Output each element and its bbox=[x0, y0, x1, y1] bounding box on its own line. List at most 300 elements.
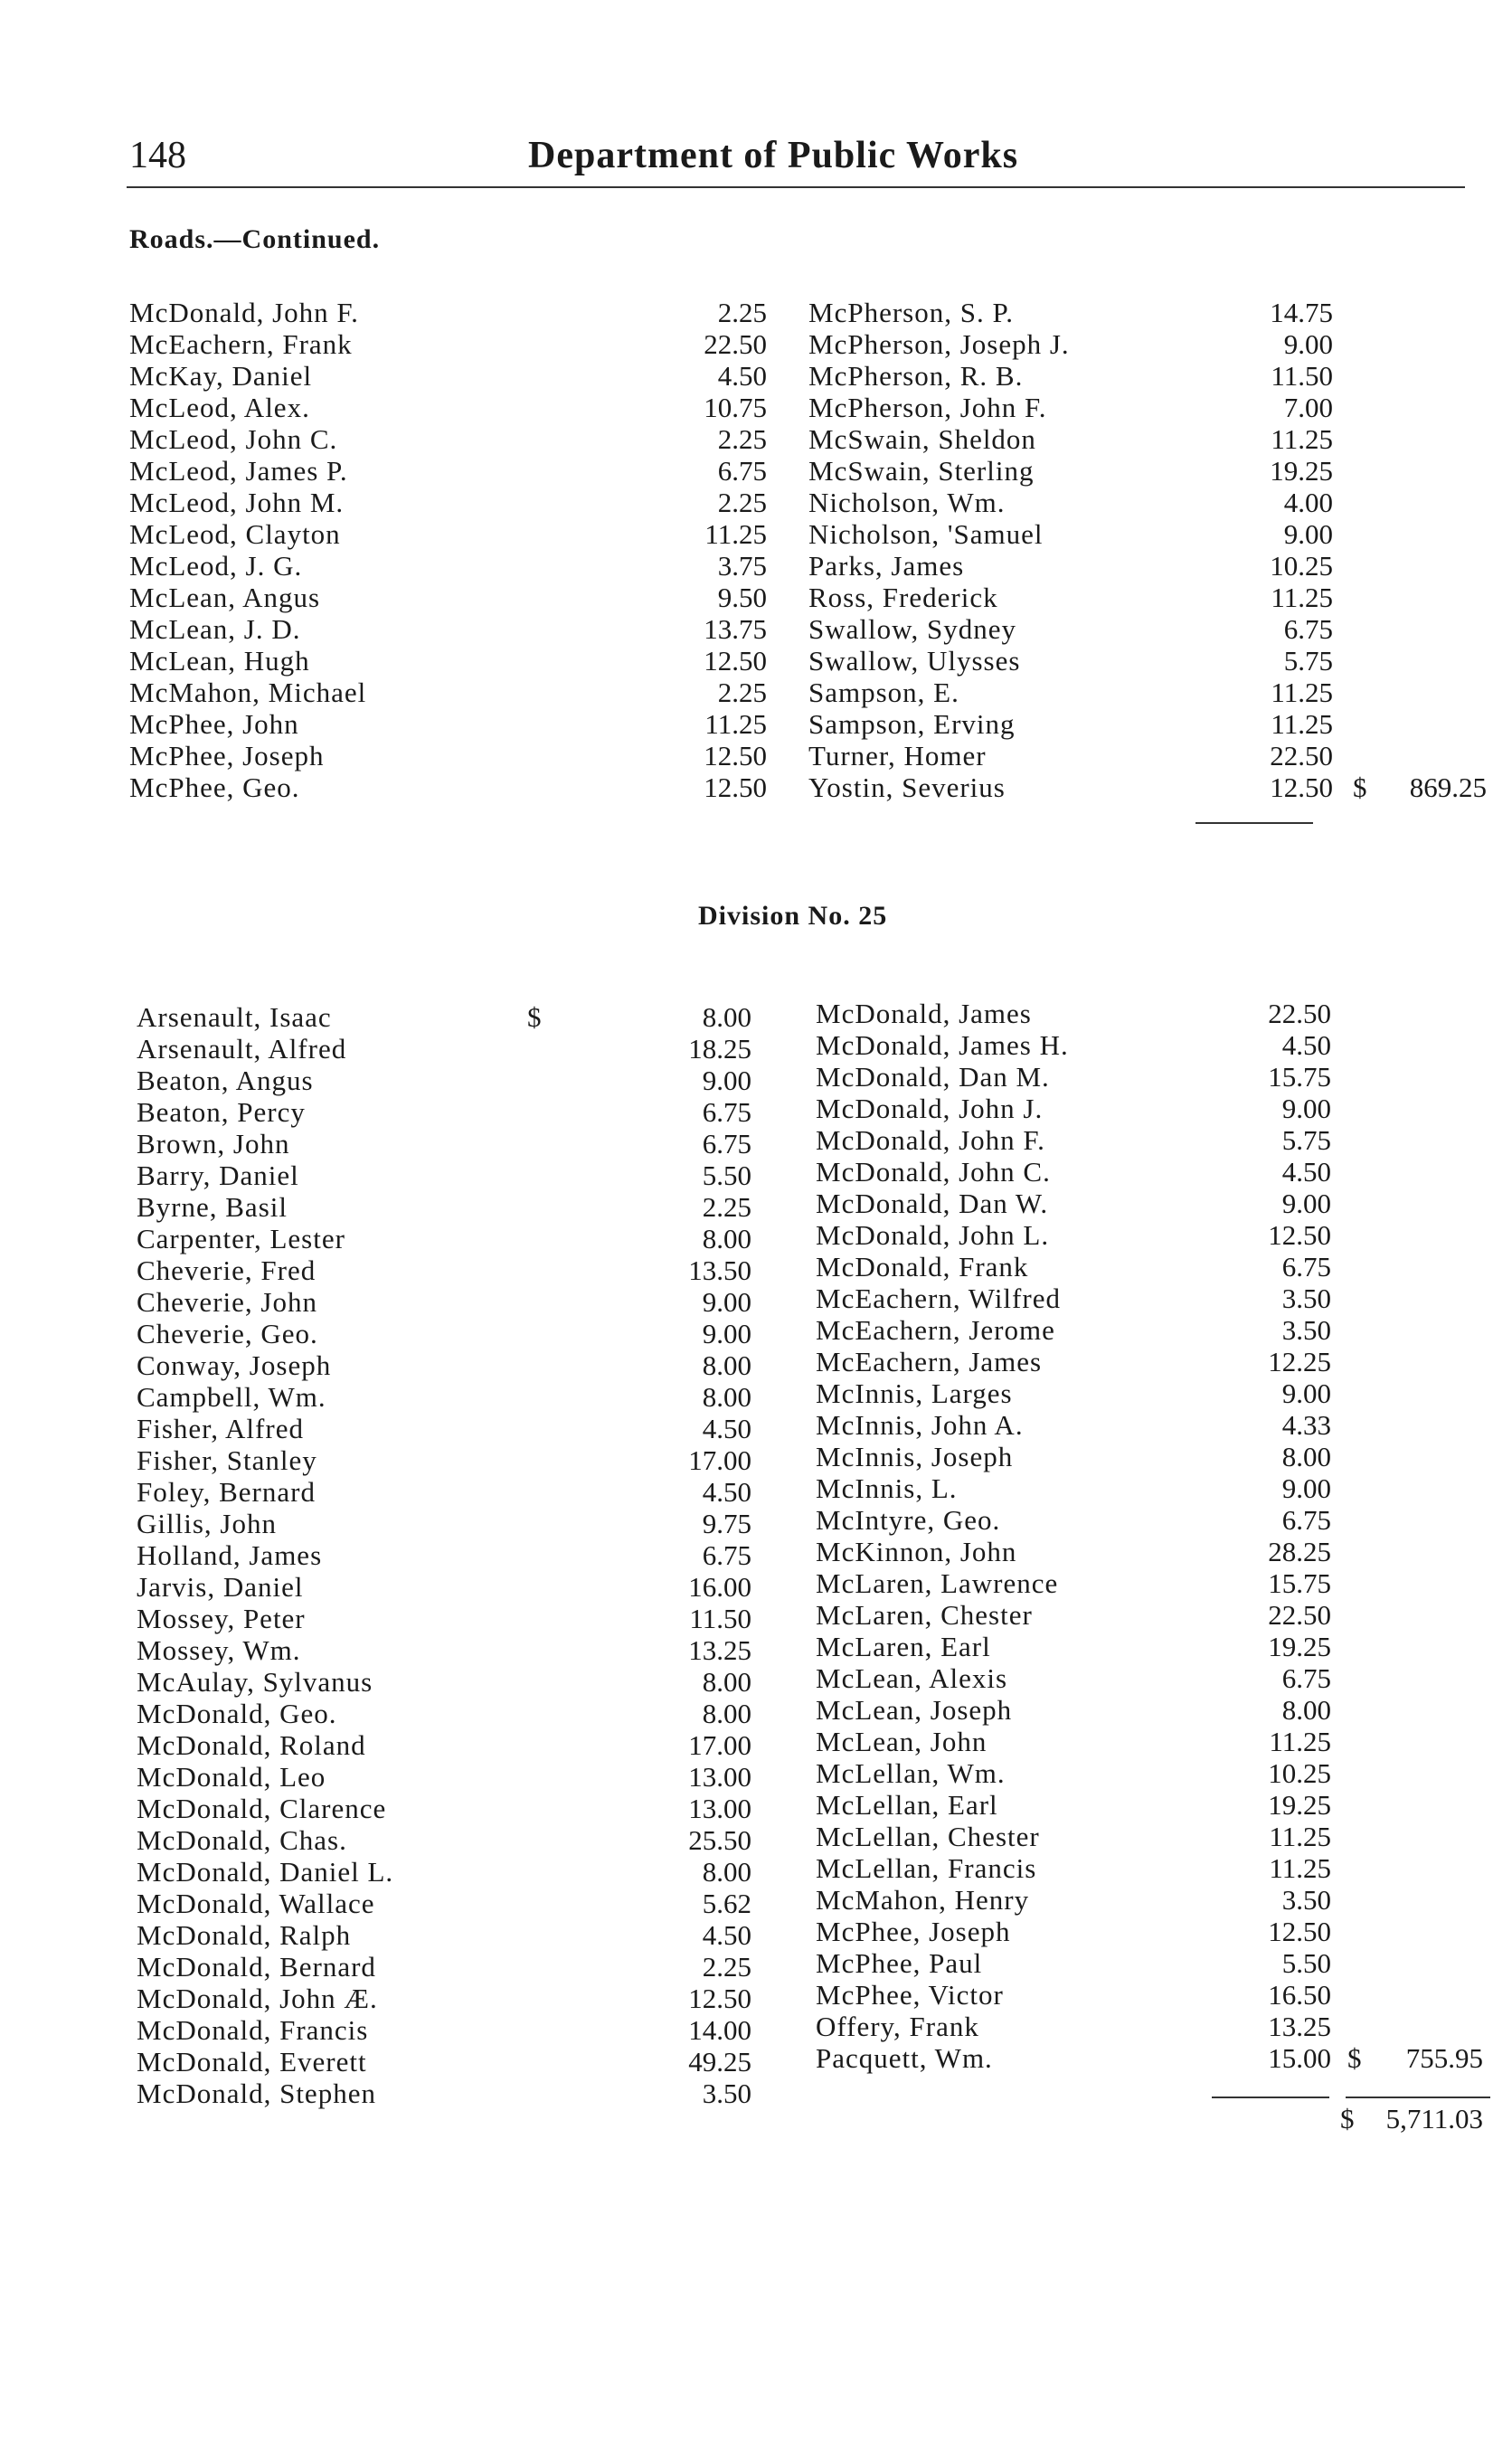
list-item bbox=[816, 1441, 1485, 1472]
entry-name: Foley, Bernard bbox=[137, 1476, 316, 1508]
list-item bbox=[816, 1314, 1485, 1346]
list-item bbox=[816, 1662, 1485, 1694]
list-item bbox=[137, 1286, 751, 1318]
entry-name: McInnis, John A. bbox=[816, 1409, 1024, 1441]
list-item bbox=[816, 1472, 1485, 1504]
list-item bbox=[808, 487, 1460, 518]
entry-name: McIntyre, Geo. bbox=[816, 1504, 1001, 1536]
list-item bbox=[137, 1476, 751, 1508]
entry-amount: 9.00 bbox=[1283, 518, 1333, 550]
list-item bbox=[129, 455, 767, 487]
list-item bbox=[808, 392, 1460, 423]
list-item bbox=[816, 1409, 1485, 1441]
entry-amount: 19.25 bbox=[1268, 1631, 1331, 1662]
entry-name: McPhee, Joseph bbox=[129, 740, 325, 771]
entry-name: Carpenter, Lester bbox=[137, 1223, 345, 1254]
list-item bbox=[808, 582, 1460, 613]
entry-amount: 8.00 bbox=[702, 1856, 751, 1888]
entry-name: McSwain, Sterling bbox=[808, 455, 1035, 487]
entry-amount: 22.50 bbox=[1268, 1599, 1331, 1631]
entry-name: McLean, Joseph bbox=[816, 1694, 1013, 1726]
entry-amount: 15.75 bbox=[1268, 1061, 1331, 1093]
entry-name: Gillis, John bbox=[137, 1508, 277, 1539]
entry-name: McDonald, Dan M. bbox=[816, 1061, 1050, 1093]
entry-amount: 8.00 bbox=[702, 1349, 751, 1381]
list-item bbox=[137, 2078, 751, 2109]
list-item bbox=[137, 2014, 751, 2046]
entry-amount: 11.25 bbox=[1269, 1726, 1331, 1757]
entry-amount: 12.50 bbox=[1268, 1916, 1331, 1947]
entry-name: Nicholson, Wm. bbox=[808, 487, 1006, 518]
page-number: 148 bbox=[129, 135, 186, 176]
entry-amount: 11.25 bbox=[1271, 582, 1333, 613]
entry-amount: 9.00 bbox=[1281, 1188, 1331, 1219]
entry-name: McEachern, James bbox=[816, 1346, 1043, 1377]
entry-amount: 9.00 bbox=[1283, 328, 1333, 360]
entry-name: Mossey, Wm. bbox=[137, 1634, 301, 1666]
list-item bbox=[808, 677, 1460, 708]
entry-name: McDonald, Daniel L. bbox=[137, 1856, 394, 1888]
list-item bbox=[137, 1223, 751, 1254]
list-item bbox=[808, 708, 1460, 740]
entry-name: Parks, James bbox=[808, 550, 965, 582]
entry-amount: 17.00 bbox=[688, 1729, 751, 1761]
list-item bbox=[129, 645, 767, 677]
entry-amount: 9.00 bbox=[702, 1318, 751, 1349]
entry-name: McMahon, Henry bbox=[816, 1884, 1030, 1916]
entry-amount: 6.75 bbox=[1281, 1662, 1331, 1694]
entry-name: McDonald, Frank bbox=[816, 1251, 1029, 1283]
entry-name: McDonald, Leo bbox=[137, 1761, 326, 1793]
entry-name: McLean, J. D. bbox=[129, 613, 301, 645]
list-item bbox=[816, 2011, 1485, 2042]
entry-name: Sampson, E. bbox=[808, 677, 959, 708]
list-item bbox=[816, 1029, 1485, 1061]
entry-name: McDonald, John Æ. bbox=[137, 1983, 378, 2014]
entry-amount: 8.00 bbox=[702, 1666, 751, 1698]
entry-amount: 6.75 bbox=[702, 1128, 751, 1159]
list-item bbox=[816, 1979, 1485, 2011]
entry-amount: 2.25 bbox=[717, 297, 767, 328]
entry-name: McDonald, Wallace bbox=[137, 1888, 375, 1919]
list-item bbox=[137, 1888, 751, 1919]
entry-amount: 5.50 bbox=[1281, 1947, 1331, 1979]
entry-name: Offery, Frank bbox=[816, 2011, 979, 2042]
entry-name: Arsenault, Alfred bbox=[137, 1033, 347, 1065]
list-item bbox=[137, 1919, 751, 1951]
list-item bbox=[816, 1631, 1485, 1662]
entry-amount: 12.50 bbox=[704, 771, 767, 803]
list-item bbox=[137, 1539, 751, 1571]
list-item bbox=[816, 1536, 1485, 1567]
entry-name: McMahon, Michael bbox=[129, 677, 367, 708]
list-item bbox=[129, 360, 767, 392]
entry-amount: 2.25 bbox=[717, 487, 767, 518]
list-item bbox=[816, 1346, 1485, 1377]
entry-amount: 12.50 bbox=[1268, 1219, 1331, 1251]
header-rule bbox=[127, 186, 1465, 188]
entry-amount: 3.50 bbox=[702, 2078, 751, 2109]
division-heading: Division No. 25 bbox=[698, 901, 888, 931]
subtotal-value: 869.25 bbox=[1409, 771, 1487, 803]
entry-amount: 4.33 bbox=[1281, 1409, 1331, 1441]
entry-name: McPhee, Paul bbox=[816, 1947, 983, 1979]
list-item bbox=[129, 708, 767, 740]
entry-name: McEachern, Jerome bbox=[816, 1314, 1055, 1346]
entry-amount: 4.50 bbox=[702, 1476, 751, 1508]
entry-name: Holland, James bbox=[137, 1539, 323, 1571]
entry-name: McLellan, Wm. bbox=[816, 1757, 1006, 1789]
entry-name: McPhee, John bbox=[129, 708, 299, 740]
entry-amount: 14.00 bbox=[688, 2014, 751, 2046]
list-item bbox=[816, 1599, 1485, 1631]
entry-amount: 5.75 bbox=[1283, 645, 1333, 677]
list-item bbox=[816, 1283, 1485, 1314]
list-item bbox=[137, 1729, 751, 1761]
entry-name: Fisher, Alfred bbox=[137, 1413, 304, 1444]
list-item bbox=[816, 1156, 1485, 1188]
entry-amount: 11.25 bbox=[704, 708, 767, 740]
list-item bbox=[129, 392, 767, 423]
entry-amount: 5.75 bbox=[1281, 1124, 1331, 1156]
entry-name: McInnis, Joseph bbox=[816, 1441, 1014, 1472]
list-item bbox=[816, 1377, 1485, 1409]
entry-name: McPherson, Joseph J. bbox=[808, 328, 1070, 360]
entry-amount: 7.00 bbox=[1283, 392, 1333, 423]
list-item bbox=[137, 1824, 751, 1856]
list-item bbox=[808, 360, 1460, 392]
entry-amount: 15.75 bbox=[1268, 1567, 1331, 1599]
list-item bbox=[137, 1096, 751, 1128]
entry-amount: 12.50 bbox=[704, 740, 767, 771]
entry-name: Barry, Daniel bbox=[137, 1159, 299, 1191]
list-item bbox=[808, 423, 1460, 455]
list-item bbox=[816, 1219, 1485, 1251]
entry-amount: 49.25 bbox=[688, 2046, 751, 2078]
division-total-rule bbox=[1212, 2097, 1329, 2098]
list-item bbox=[137, 1698, 751, 1729]
roads-left-list bbox=[129, 297, 767, 803]
entry-name: McPhee, Geo. bbox=[129, 771, 300, 803]
list-item bbox=[129, 582, 767, 613]
entry-amount: 5.50 bbox=[702, 1159, 751, 1191]
entry-name: McPhee, Joseph bbox=[816, 1916, 1011, 1947]
entry-name: McDonald, Clarence bbox=[137, 1793, 387, 1824]
entry-amount: 4.50 bbox=[1281, 1029, 1331, 1061]
list-item bbox=[137, 1761, 751, 1793]
entry-name: Swallow, Sydney bbox=[808, 613, 1016, 645]
entry-name: McDonald, John F. bbox=[129, 297, 359, 328]
entry-name: McDonald, Everett bbox=[137, 2046, 367, 2078]
entry-amount: 4.00 bbox=[1283, 487, 1333, 518]
list-item bbox=[137, 1856, 751, 1888]
entry-amount: 13.00 bbox=[688, 1793, 751, 1824]
entry-amount: 4.50 bbox=[717, 360, 767, 392]
entry-name: McDonald, John J. bbox=[816, 1093, 1044, 1124]
list-item bbox=[816, 1251, 1485, 1283]
entry-amount: 8.00 bbox=[702, 1381, 751, 1413]
list-item bbox=[137, 1444, 751, 1476]
entry-name: Conway, Joseph bbox=[137, 1349, 332, 1381]
list-item bbox=[137, 1793, 751, 1824]
entry-name: McLellan, Francis bbox=[816, 1852, 1037, 1884]
entry-name: Campbell, Wm. bbox=[137, 1381, 326, 1413]
entry-name: Nicholson, 'Samuel bbox=[808, 518, 1044, 550]
entry-amount: 12.25 bbox=[1268, 1346, 1331, 1377]
entry-name: McLeod, J. G. bbox=[129, 550, 303, 582]
entry-amount: 11.50 bbox=[1271, 360, 1333, 392]
entry-name: McPherson, R. B. bbox=[808, 360, 1024, 392]
roads-right-list bbox=[808, 297, 1487, 803]
list-item bbox=[137, 1033, 751, 1065]
entry-amount: 2.25 bbox=[702, 1951, 751, 1983]
list-item bbox=[129, 677, 767, 708]
list-item bbox=[137, 1603, 751, 1634]
entry-amount: 6.75 bbox=[702, 1539, 751, 1571]
list-item bbox=[816, 1504, 1485, 1536]
list-item bbox=[137, 1128, 751, 1159]
entry-amount: 10.75 bbox=[704, 392, 767, 423]
entry-amount: 13.75 bbox=[704, 613, 767, 645]
entry-amount: 11.25 bbox=[1271, 677, 1333, 708]
dollar-sign: $ bbox=[1347, 2042, 1362, 2074]
entry-amount: 10.25 bbox=[1268, 1757, 1331, 1789]
entry-amount: 12.50 bbox=[1270, 771, 1333, 803]
entry-amount: 6.75 bbox=[1281, 1251, 1331, 1283]
dollar-sign: $ bbox=[1353, 771, 1367, 803]
list-item bbox=[137, 1634, 751, 1666]
entry-name: McLellan, Earl bbox=[816, 1789, 998, 1821]
division-right-list bbox=[816, 998, 1485, 2074]
entry-name: McKinnon, John bbox=[816, 1536, 1017, 1567]
entry-amount: 2.25 bbox=[702, 1191, 751, 1223]
list-item bbox=[137, 1001, 751, 1033]
entry-name: McDonald, Geo. bbox=[137, 1698, 337, 1729]
entry-name: McDonald, Stephen bbox=[137, 2078, 376, 2109]
entry-name: McInnis, Larges bbox=[816, 1377, 1013, 1409]
grand-total-value: 5,711.03 bbox=[1385, 2103, 1483, 2134]
entry-amount: 8.00 bbox=[702, 1698, 751, 1729]
list-item bbox=[129, 518, 767, 550]
entry-amount: 3.50 bbox=[1281, 1283, 1331, 1314]
entry-name: McDonald, Chas. bbox=[137, 1824, 347, 1856]
list-item bbox=[137, 1413, 751, 1444]
entry-amount: 9.00 bbox=[1281, 1093, 1331, 1124]
list-item bbox=[129, 297, 767, 328]
list-item bbox=[816, 1188, 1485, 1219]
entry-amount: 14.75 bbox=[1270, 297, 1333, 328]
subtotal-value: 755.95 bbox=[1405, 2042, 1483, 2074]
list-item bbox=[816, 2042, 1485, 2074]
entry-name: McLean, Alexis bbox=[816, 1662, 1008, 1694]
entry-name: McLaren, Chester bbox=[816, 1599, 1033, 1631]
list-item bbox=[816, 1916, 1485, 1947]
entry-name: Byrne, Basil bbox=[137, 1191, 288, 1223]
entry-name: McDonald, John L. bbox=[816, 1219, 1050, 1251]
list-item bbox=[816, 998, 1485, 1029]
entry-amount: 4.50 bbox=[702, 1919, 751, 1951]
list-item bbox=[816, 1789, 1485, 1821]
list-item bbox=[816, 1884, 1485, 1916]
list-item bbox=[129, 550, 767, 582]
list-item bbox=[137, 1191, 751, 1223]
entry-amount: 3.50 bbox=[1281, 1314, 1331, 1346]
list-item bbox=[137, 1349, 751, 1381]
entry-amount: 8.00 bbox=[702, 1223, 751, 1254]
list-item bbox=[816, 1757, 1485, 1789]
entry-name: Beaton, Percy bbox=[137, 1096, 306, 1128]
entry-amount: 6.75 bbox=[1283, 613, 1333, 645]
entry-amount: 3.75 bbox=[717, 550, 767, 582]
entry-amount: 15.00 bbox=[1268, 2042, 1331, 2074]
list-item bbox=[137, 1951, 751, 1983]
entry-name: McDonald, John C. bbox=[816, 1156, 1051, 1188]
entry-amount: 11.25 bbox=[1269, 1821, 1331, 1852]
entry-amount: 13.25 bbox=[688, 1634, 751, 1666]
entry-amount: 12.50 bbox=[688, 1983, 751, 2014]
entry-name: McLellan, Chester bbox=[816, 1821, 1040, 1852]
list-item bbox=[137, 2046, 751, 2078]
entry-name: Cheverie, Geo. bbox=[137, 1318, 318, 1349]
list-item bbox=[808, 771, 1487, 803]
division-left-list bbox=[137, 1001, 751, 2109]
entry-amount: 8.00 bbox=[1281, 1441, 1331, 1472]
entry-amount: 8.00 bbox=[702, 1001, 751, 1033]
entry-amount: 9.75 bbox=[702, 1508, 751, 1539]
entry-amount: 9.00 bbox=[702, 1065, 751, 1096]
list-item bbox=[129, 740, 767, 771]
entry-name: McLeod, James P. bbox=[129, 455, 348, 487]
entry-amount: 13.25 bbox=[1268, 2011, 1331, 2042]
entry-name: McDonald, Bernard bbox=[137, 1951, 376, 1983]
grand-total-rule bbox=[1346, 2097, 1490, 2098]
entry-name: Yostin, Severius bbox=[808, 771, 1006, 803]
entry-amount: 22.50 bbox=[1268, 998, 1331, 1029]
list-item bbox=[816, 1093, 1485, 1124]
entry-name: McLean, John bbox=[816, 1726, 988, 1757]
list-item bbox=[137, 1381, 751, 1413]
list-item bbox=[816, 1947, 1485, 1979]
entry-amount: 12.50 bbox=[704, 645, 767, 677]
entry-name: Mossey, Peter bbox=[137, 1603, 306, 1634]
list-item bbox=[808, 518, 1460, 550]
list-item bbox=[816, 1124, 1485, 1156]
entry-name: McPhee, Victor bbox=[816, 1979, 1004, 2011]
entry-amount: 11.50 bbox=[689, 1603, 751, 1634]
roads-total-rule bbox=[1195, 822, 1313, 824]
entry-name: Pacquett, Wm. bbox=[816, 2042, 993, 2074]
list-item bbox=[137, 1983, 751, 2014]
list-item bbox=[808, 613, 1460, 645]
list-item bbox=[816, 1061, 1485, 1093]
entry-name: Turner, Homer bbox=[808, 740, 987, 771]
entry-name: McDonald, Dan W. bbox=[816, 1188, 1049, 1219]
entry-name: Brown, John bbox=[137, 1128, 290, 1159]
entry-amount: 18.25 bbox=[688, 1033, 751, 1065]
entry-amount: 3.50 bbox=[1281, 1884, 1331, 1916]
list-item bbox=[808, 740, 1460, 771]
entry-name: McEachern, Frank bbox=[129, 328, 353, 360]
entry-amount: 11.25 bbox=[704, 518, 767, 550]
entry-amount: 4.50 bbox=[702, 1413, 751, 1444]
page-title: Department of Public Works bbox=[528, 135, 1019, 176]
entry-amount: 6.75 bbox=[702, 1096, 751, 1128]
entry-name: McPherson, John F. bbox=[808, 392, 1047, 423]
entry-name: McLaren, Lawrence bbox=[816, 1567, 1059, 1599]
entry-name: McDonald, John F. bbox=[816, 1124, 1045, 1156]
list-item bbox=[816, 1726, 1485, 1757]
entry-amount: 8.00 bbox=[1281, 1694, 1331, 1726]
entry-name: McDonald, James bbox=[816, 998, 1032, 1029]
entry-name: Beaton, Angus bbox=[137, 1065, 314, 1096]
list-item bbox=[129, 613, 767, 645]
entry-amount: 2.25 bbox=[717, 677, 767, 708]
entry-name: McDonald, Francis bbox=[137, 2014, 369, 2046]
list-item bbox=[137, 1318, 751, 1349]
entry-name: McDonald, Ralph bbox=[137, 1919, 352, 1951]
entry-amount: 2.25 bbox=[717, 423, 767, 455]
entry-amount: 6.75 bbox=[1281, 1504, 1331, 1536]
list-item bbox=[808, 550, 1460, 582]
entry-amount: 16.50 bbox=[1268, 1979, 1331, 2011]
list-item bbox=[137, 1666, 751, 1698]
entry-name: McLean, Hugh bbox=[129, 645, 310, 677]
entry-name: Sampson, Erving bbox=[808, 708, 1016, 740]
entry-name: McLaren, Earl bbox=[816, 1631, 991, 1662]
list-item bbox=[816, 1567, 1485, 1599]
entry-name: McKay, Daniel bbox=[129, 360, 313, 392]
entry-amount: 9.00 bbox=[702, 1286, 751, 1318]
entry-amount: 22.50 bbox=[1270, 740, 1333, 771]
entry-name: McLeod, Clayton bbox=[129, 518, 341, 550]
entry-name: McLeod, Alex. bbox=[129, 392, 310, 423]
entry-amount: 16.00 bbox=[688, 1571, 751, 1603]
list-item bbox=[808, 297, 1460, 328]
entry-name: McEachern, Wilfred bbox=[816, 1283, 1061, 1314]
list-item bbox=[808, 328, 1460, 360]
entry-amount: 11.25 bbox=[1271, 423, 1333, 455]
entry-amount: 5.62 bbox=[702, 1888, 751, 1919]
list-item bbox=[129, 423, 767, 455]
entry-name: Cheverie, John bbox=[137, 1286, 317, 1318]
entry-name: McSwain, Sheldon bbox=[808, 423, 1036, 455]
list-item bbox=[808, 645, 1460, 677]
list-item bbox=[816, 1821, 1485, 1852]
list-item bbox=[816, 1852, 1485, 1884]
entry-amount: 25.50 bbox=[688, 1824, 751, 1856]
entry-amount: 9.00 bbox=[1281, 1377, 1331, 1409]
entry-amount: 6.75 bbox=[717, 455, 767, 487]
entry-amount: 13.00 bbox=[688, 1761, 751, 1793]
list-item bbox=[137, 1571, 751, 1603]
entry-amount: 13.50 bbox=[688, 1254, 751, 1286]
entry-amount: 17.00 bbox=[688, 1444, 751, 1476]
list-item bbox=[129, 771, 767, 803]
list-item bbox=[129, 487, 767, 518]
list-item bbox=[816, 1694, 1485, 1726]
entry-amount: 9.50 bbox=[717, 582, 767, 613]
list-item bbox=[137, 1508, 751, 1539]
entry-amount: 22.50 bbox=[704, 328, 767, 360]
section-heading: Roads.—Continued. bbox=[129, 224, 381, 254]
list-item bbox=[137, 1065, 751, 1096]
entry-name: McLean, Angus bbox=[129, 582, 321, 613]
entry-amount: 19.25 bbox=[1268, 1789, 1331, 1821]
entry-name: McLeod, John C. bbox=[129, 423, 338, 455]
entry-amount: 11.25 bbox=[1271, 708, 1333, 740]
grand-total-dollar-sign: $ bbox=[1340, 2103, 1355, 2134]
list-item bbox=[137, 1254, 751, 1286]
